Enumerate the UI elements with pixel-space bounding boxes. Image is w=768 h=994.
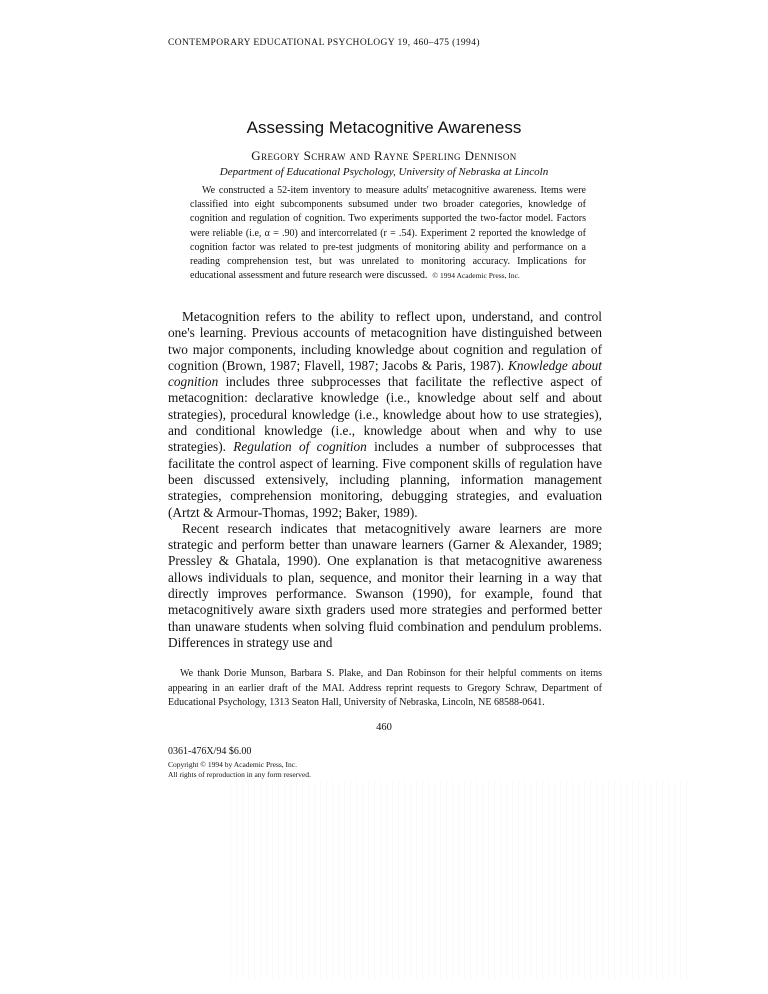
- footnote: We thank Dorie Munson, Barbara S. Plake, and Dan Robinson for their helpful comments on items appearing in an earlier draft of the MAI. Address reprint requests to Gregory Schraw, Department of Educational Psychology, 1313 Seaton Hall, University of Nebraska, Lincoln, NE 68588-0641.: [168, 668, 602, 708]
- scan-artifact: [230, 780, 690, 980]
- rights-line: All rights of reproduction in any form reserved.: [168, 770, 311, 779]
- body-text: [168, 309, 602, 651]
- article-title: Assessing Metacognitive Awareness: [246, 118, 522, 137]
- paragraph-2: Recent research indicates that metacognitively aware learners are more strategic and perform better than unaware learners (Garner & Alexander, 1989; Pressley & Ghatala, 1990). One explanation is that metacognitive awareness allows individuals to plan, sequence, and monitor their learning in a way that directly improves performance. Swanson (1990), for example, found that metacognitively aware sixth graders used more strategies and performed better than unaware students when solving fluid combination and pendulum problems. Differences in strategy use and: [168, 520, 602, 650]
- paragraph-1-part-a: Metacognition refers to the ability to reflect upon, understand, and control one's learning. Previous accounts of metacognition have distinguished between two major components, including knowledge about cognition and regulation of cognition (Brown, 1987; Flavell, 1987; Jacobs & Paris, 1987).: [168, 309, 602, 373]
- paragraph-1-part-c: includes a number of subprocesses that facilitate the control aspect of learning. Five component skills of regulation have been discussed extensively, including planning, information management strategies, comprehension monitoring, debugging strategies, and evaluation (Artzt & Armour-Thomas, 1992; Baker, 1989).: [168, 439, 602, 520]
- paragraph-1: [168, 309, 602, 521]
- author-list: Gregory Schraw and Rayne Sperling Dennison: [251, 148, 517, 163]
- page-number: 460: [376, 722, 392, 733]
- copyright-line: Copyright © 1994 by Academic Press, Inc.: [168, 760, 298, 769]
- volume-pages: 19, 460–475 (1994): [397, 38, 480, 48]
- copyright-block: [168, 760, 311, 780]
- abstract-copyright: © 1994 Academic Press, Inc.: [432, 271, 520, 281]
- abstract-text: We constructed a 52-item inventory to measure adults' metacognitive awareness. Items were classified into eight subcomponents subsumed under two broader categories, knowledge of cognition and regulation of cognition. Two experiments supported the two-factor model. Factors were reliable (i.e, α = .90) and intercorrelated (r = .54). Experiment 2 reported the knowledge of cognition factor was related to pre-test judgments of monitoring ability and performance on a reading comprehension test, but was unrelated to monitoring accuracy. Implications for educational assessment and future research were discussed.: [190, 185, 586, 282]
- paragraph-1-part-b: includes three subprocesses that facilitate the reflective aspect of metacognition: declarative knowledge (i.e., knowledge about self and about strategies), procedural knowledge (i.e., knowledge about how to use strategies), and conditional knowledge (i.e., knowledge about when and why to use strategies).: [168, 374, 602, 455]
- affiliation: Department of Educational Psychology, University of Nebraska at Lincoln: [219, 166, 549, 178]
- issn-price: 0361-476X/94 $6.00: [168, 746, 252, 757]
- abstract: [190, 184, 586, 283]
- journal-name: CONTEMPORARY EDUCATIONAL PSYCHOLOGY: [168, 38, 395, 48]
- term-regulation-of-cognition: Regulation of cognition: [233, 439, 367, 455]
- running-head: [168, 38, 480, 48]
- term-knowledge-about-cognition: Knowledge about cognition: [168, 357, 602, 390]
